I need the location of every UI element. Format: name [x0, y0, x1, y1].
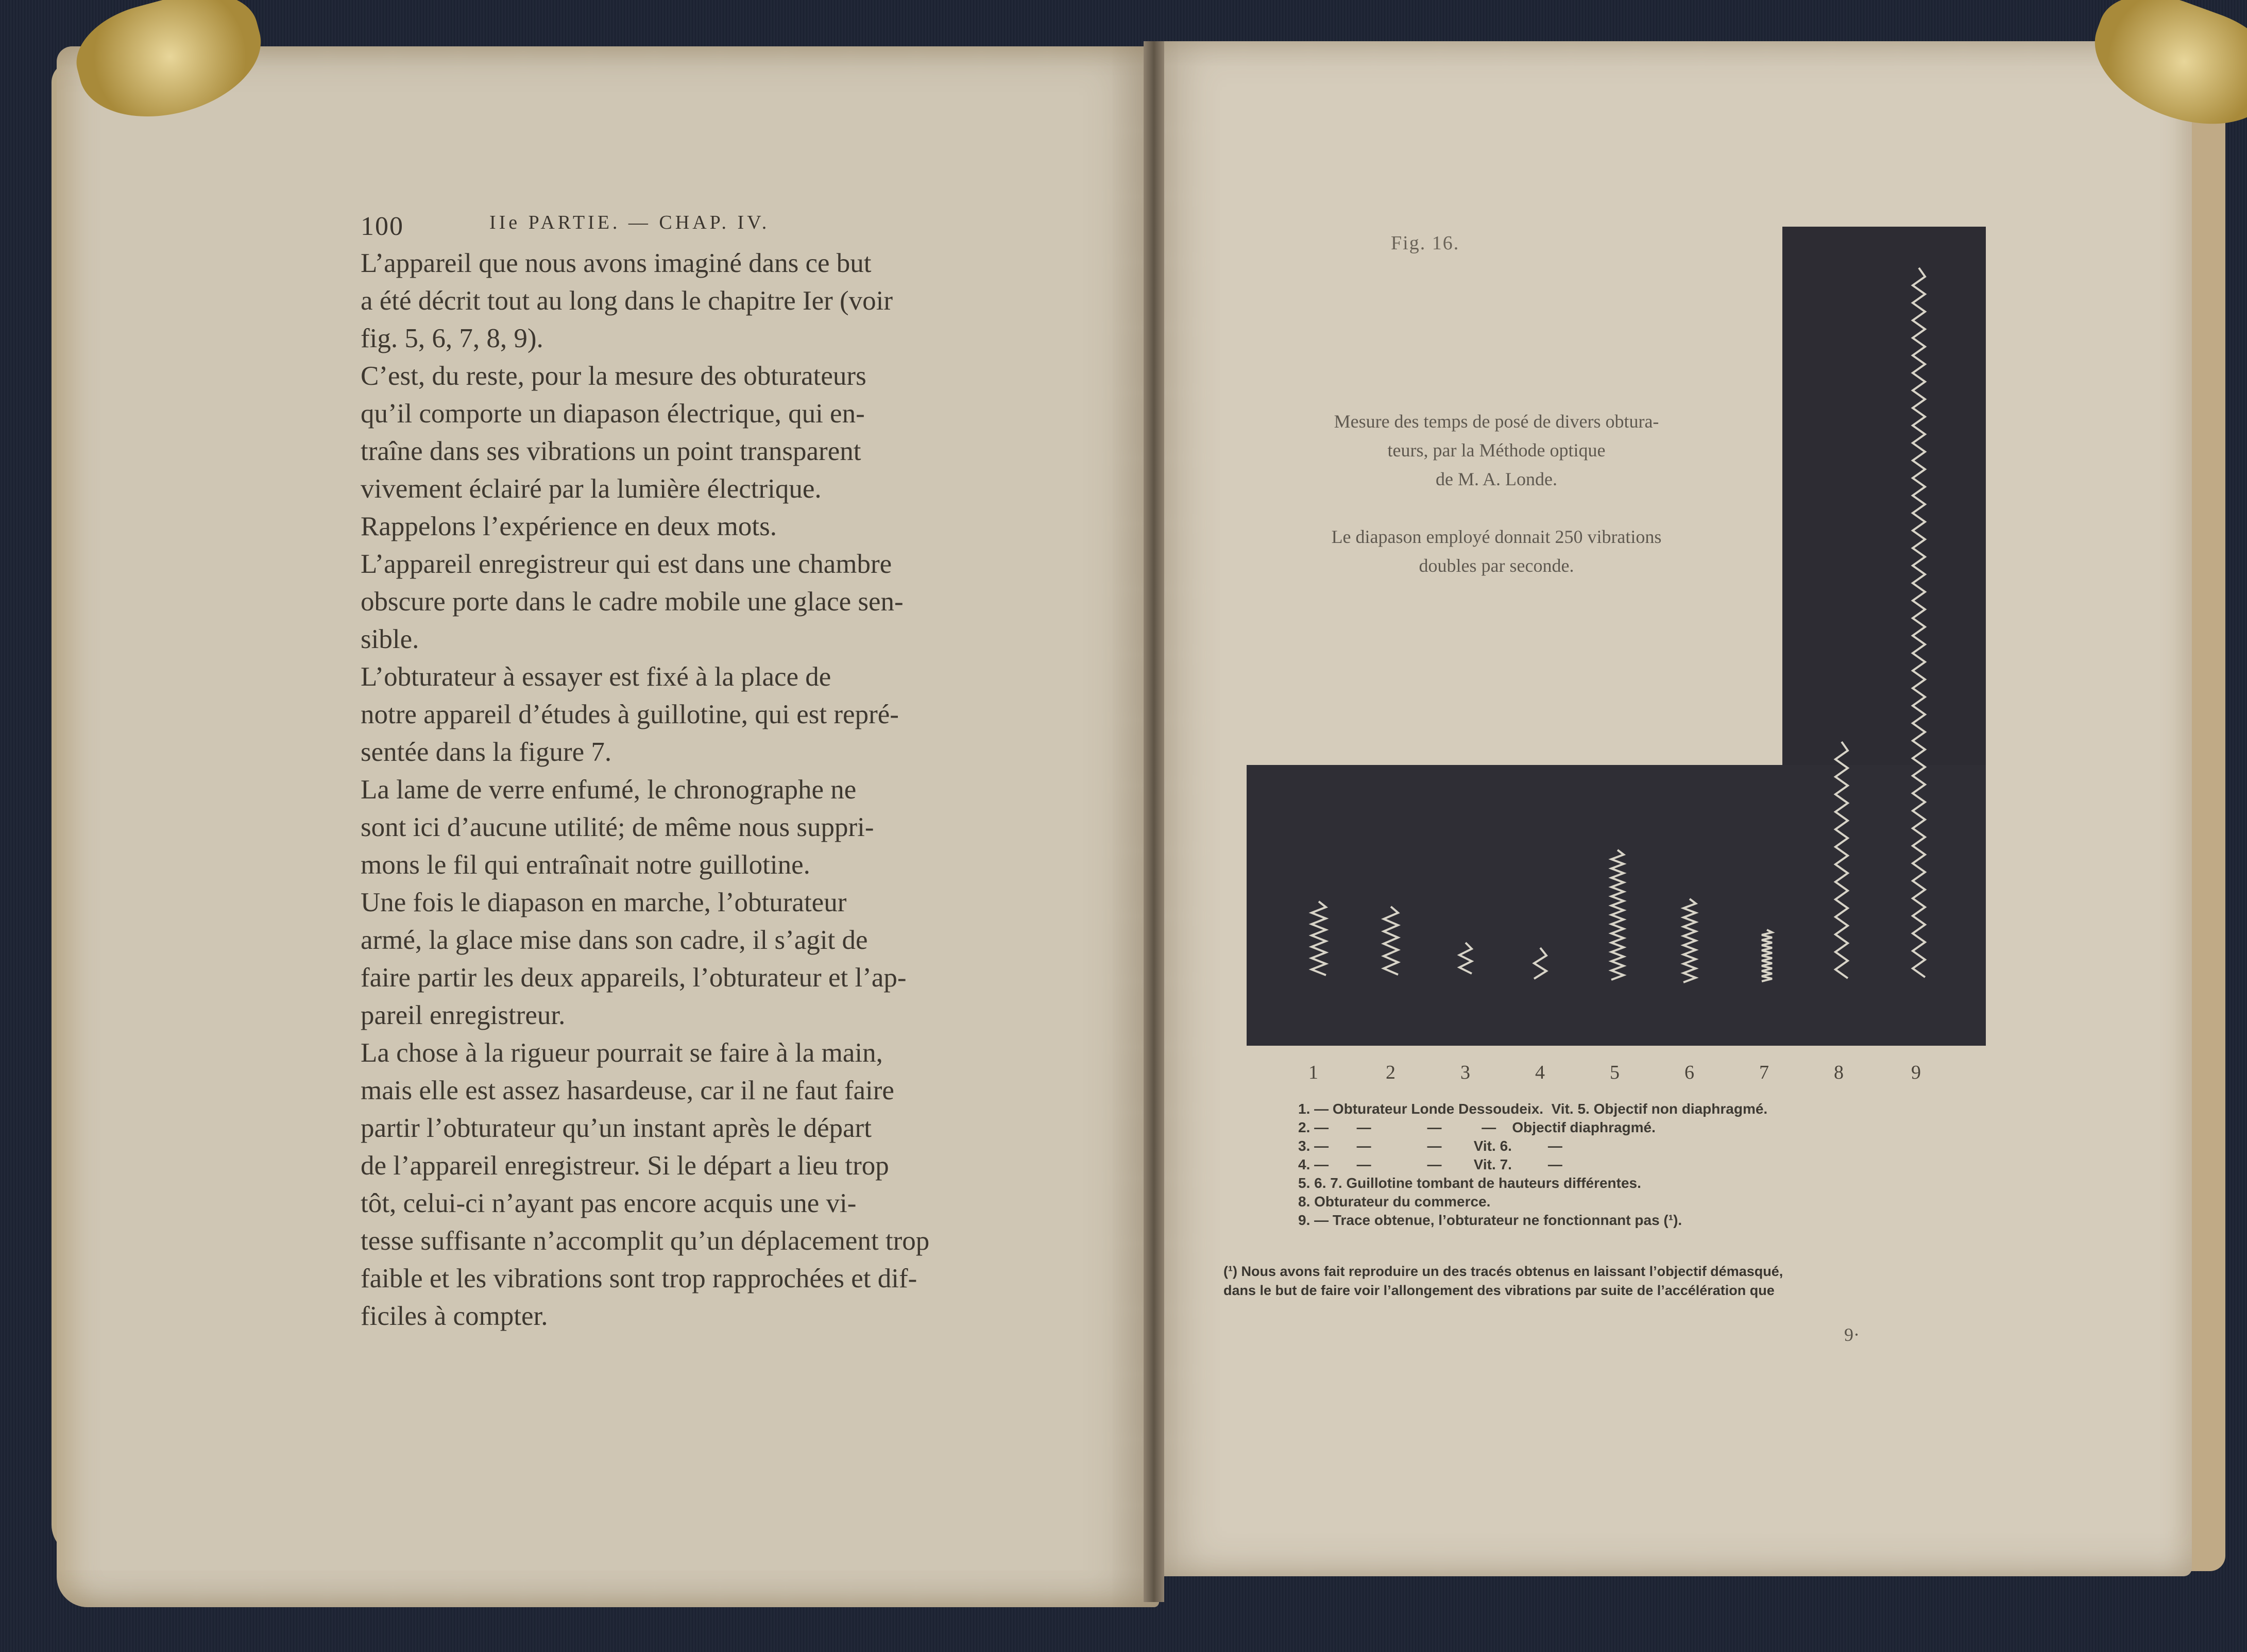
text-line: obscure porte dans le cadre mobile une glace sen- — [361, 587, 904, 617]
chapter-heading: IIe PARTIE. — CHAP. IV. — [489, 212, 770, 233]
column-label: 5 — [1610, 1062, 1620, 1083]
figure-label: Fig. 16. — [1391, 232, 1460, 254]
legend-row: 9. — Trace obtenue, l’obturateur ne fonctionnant pas (¹). — [1298, 1212, 1682, 1228]
column-label: 7 — [1759, 1062, 1769, 1083]
text-line: tesse suffisante n’accomplit qu’un déplacement trop — [361, 1226, 930, 1256]
column-label: 2 — [1386, 1062, 1395, 1083]
description-line: teurs, par la Méthode optique — [1387, 440, 1606, 461]
description-line: Mesure des temps de posé de divers obtura- — [1334, 411, 1659, 432]
text-line: Une fois le diapason en marche, l’obturateur — [361, 888, 847, 917]
vibration-trace-7 — [1762, 930, 1772, 981]
text-line: sentée dans la figure 7. — [361, 737, 612, 767]
vibration-trace-1 — [1312, 901, 1326, 975]
text-line: La chose à la rigueur pourrait se faire à la main, — [361, 1038, 883, 1068]
column-labels — [1247, 1061, 1986, 1092]
footnote — [1223, 1262, 1996, 1300]
text-line: tôt, celui-ci n’ayant pas encore acquis une vi- — [361, 1188, 857, 1218]
vibration-trace-4 — [1534, 948, 1546, 979]
text-line: fig. 5, 6, 7, 8, 9). — [361, 323, 543, 353]
footnote-line: dans le but de faire voir l’allongement des vibrations par suite de l’accélération que — [1223, 1283, 1775, 1298]
legend-row: 3. — — — Vit. 6. — — [1298, 1138, 1562, 1154]
signature-mark: 9· — [1844, 1324, 1860, 1345]
column-label: 3 — [1460, 1062, 1470, 1083]
legend-row: 2. — — — — Objectif diaphragmé. — [1298, 1119, 1656, 1135]
column-label: 6 — [1684, 1062, 1694, 1083]
vibration-trace-8 — [1835, 742, 1848, 978]
vibration-trace-3 — [1459, 943, 1472, 974]
text-line: sont ici d’aucune utilité; de même nous suppri- — [361, 812, 874, 842]
text-line: vivement éclairé par la lumière électrique. — [361, 474, 822, 504]
column-label: 1 — [1308, 1062, 1318, 1083]
text-line: Rappelons l’expérience en deux mots. — [361, 512, 777, 541]
text-line: notre appareil d’études à guillotine, qui est repré- — [361, 700, 899, 729]
vibration-trace-2 — [1384, 907, 1398, 975]
text-line: de l’appareil enregistreur. Si le départ a lieu trop — [361, 1151, 889, 1181]
text-line: partir l’obturateur qu’un instant après le départ — [361, 1113, 872, 1143]
column-label: 4 — [1535, 1062, 1545, 1083]
text-line: armé, la glace mise dans son cadre, il s’agit de — [361, 925, 868, 955]
page-number: 100 — [361, 212, 404, 241]
vibration-trace-9 — [1913, 268, 1925, 977]
text-line: sible. — [361, 624, 419, 654]
description-line: de M. A. Londe. — [1436, 469, 1557, 489]
vibration-trace-5 — [1611, 850, 1624, 980]
text-line: mais elle est assez hasardeuse, car il ne faut faire — [361, 1076, 894, 1105]
text-line: C’est, du reste, pour la mesure des obturateurs — [361, 361, 866, 391]
column-label: 8 — [1834, 1062, 1844, 1083]
footnote-line: (¹) Nous avons fait reproduire un des tracés obtenus en laissant l’objectif démasqué, — [1223, 1264, 1783, 1279]
text-line: ficiles à compter. — [361, 1301, 548, 1331]
description-line: Le diapason employé donnait 250 vibrations — [1331, 526, 1662, 547]
text-line: L’appareil enregistreur qui est dans une chambre — [361, 549, 892, 579]
text-line: traîne dans ses vibrations un point transparent — [361, 436, 861, 466]
text-line: mons le fil qui entraînait notre guillotine. — [361, 850, 810, 880]
text-line: L’obturateur à essayer est fixé à la place de — [361, 662, 831, 692]
legend-row: 1. — Obturateur Londe Dessoudeix. Vit. 5. Objectif non diaphragmé. — [1298, 1101, 1768, 1117]
legend-row: 4. — — — Vit. 7. — — [1298, 1156, 1562, 1172]
text-line: a été décrit tout au long dans le chapitre Ier (voir — [361, 286, 893, 316]
text-line: La lame de verre enfumé, le chronographe ne — [361, 775, 857, 805]
text-line: qu’il comporte un diapason électrique, qui en- — [361, 399, 865, 429]
text-line: faible et les vibrations sont trop rapprochées et dif- — [361, 1264, 917, 1293]
description-line: doubles par seconde. — [1419, 555, 1574, 576]
figure-legend — [1298, 1100, 1968, 1230]
text-line: pareil enregistreur. — [361, 1000, 566, 1030]
text-line: faire partir les deux appareils, l’obturateur et l’ap- — [361, 963, 907, 993]
text-line: L’appareil que nous avons imaginé dans ce but — [361, 248, 872, 278]
legend-row: 8. Obturateur du commerce. — [1298, 1194, 1491, 1210]
column-label: 9 — [1911, 1062, 1921, 1083]
legend-row: 5. 6. 7. Guillotine tombant de hauteurs différentes. — [1298, 1175, 1641, 1191]
vibration-trace-6 — [1683, 899, 1696, 982]
